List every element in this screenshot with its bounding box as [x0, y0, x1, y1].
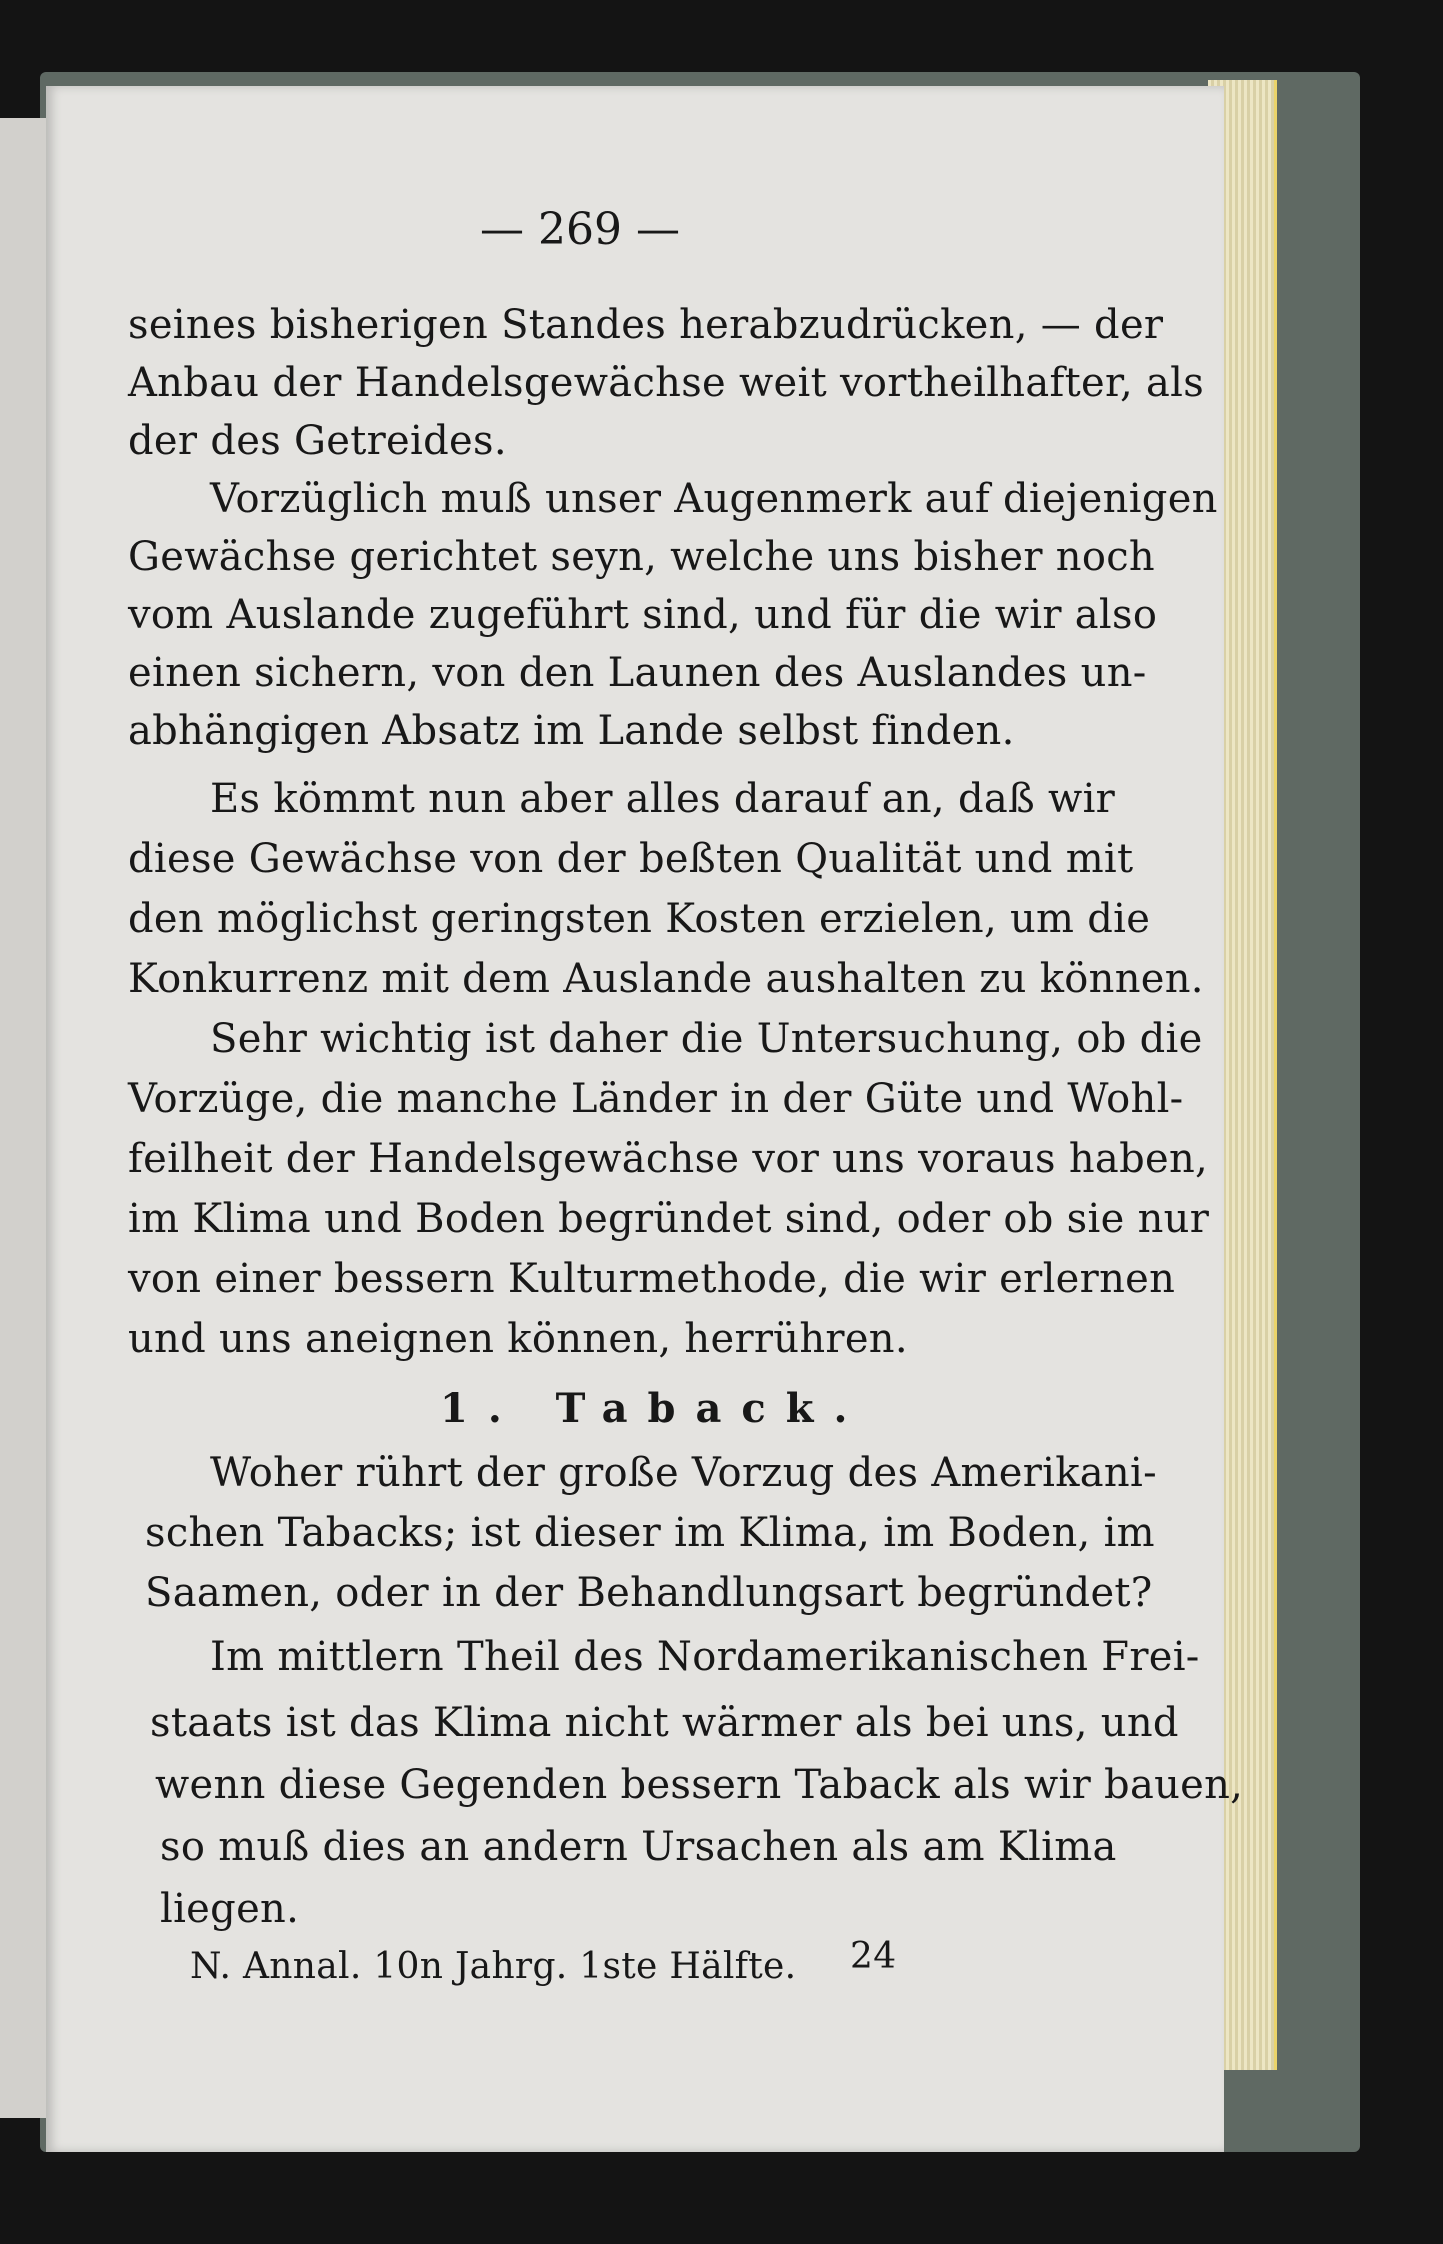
page-header: — 269 — [480, 204, 680, 255]
text-line-20: Woher rührt der große Vorzug des Amerikani- [210, 1450, 1157, 1496]
text-line-1: seines bisherigen Standes herabzudrücken, — der [128, 302, 1164, 348]
text-line-26: so muß dies an andern Ursachen als am Klima [160, 1824, 1117, 1870]
text-line-27: liegen. [160, 1886, 300, 1932]
left-page-edge [0, 118, 52, 2118]
text-line-4: Vorzüglich muß unser Augenmerk auf diejenigen [210, 476, 1218, 522]
text-line-16: im Klima und Boden begründet sind, oder ob sie nur [128, 1196, 1210, 1242]
text-line-25: wenn diese Gegenden bessern Taback als wir bauen, [155, 1762, 1244, 1808]
text-line-22: Saamen, oder in der Behandlungsart begründet? [145, 1570, 1153, 1616]
footer-signature: N. Annal. 10n Jahrg. 1ste Hälfte. [190, 1946, 797, 1987]
text-line-5: Gewächse gerichtet seyn, welche uns bisher noch [128, 534, 1155, 580]
text-line-7: einen sichern, von den Launen des Auslandes un- [128, 650, 1147, 696]
text-line-11: den möglichst geringsten Kosten erzielen, um die [128, 896, 1151, 942]
section-heading: 1. Taback. [440, 1385, 868, 1432]
text-line-6: vom Auslande zugeführt sind, und für die wir also [128, 592, 1158, 638]
text-line-14: Vorzüge, die manche Länder in der Güte und Wohl- [128, 1076, 1184, 1122]
text-line-2: Anbau der Handelsgewächse weit vortheilhafter, als [128, 360, 1205, 406]
text-line-9: Es kömmt nun aber alles darauf an, daß wir [210, 776, 1116, 822]
text-line-17: von einer bessern Kulturmethode, die wir erlernen [128, 1256, 1176, 1302]
text-line-15: feilheit der Handelsgewächse vor uns voraus haben, [128, 1136, 1209, 1182]
text-line-10: diese Gewächse von der beßten Qualität und mit [128, 836, 1134, 882]
text-line-8: abhängigen Absatz im Lande selbst finden. [128, 708, 1015, 754]
text-line-12: Konkurrenz mit dem Auslande aushalten zu können. [128, 956, 1204, 1002]
text-line-13: Sehr wichtig ist daher die Untersuchung, ob die [210, 1016, 1203, 1062]
text-line-3: der des Getreides. [128, 418, 507, 464]
text-line-21: schen Tabacks; ist dieser im Klima, im Boden, im [145, 1510, 1155, 1556]
text-line-23: Im mittlern Theil des Nordamerikanischen Frei- [210, 1634, 1200, 1680]
text-line-18: und uns aneignen können, herrühren. [128, 1316, 908, 1362]
text-line-24: staats ist das Klima nicht wärmer als bei uns, und [150, 1700, 1179, 1746]
footer-sheet-number: 24 [850, 1936, 897, 1977]
